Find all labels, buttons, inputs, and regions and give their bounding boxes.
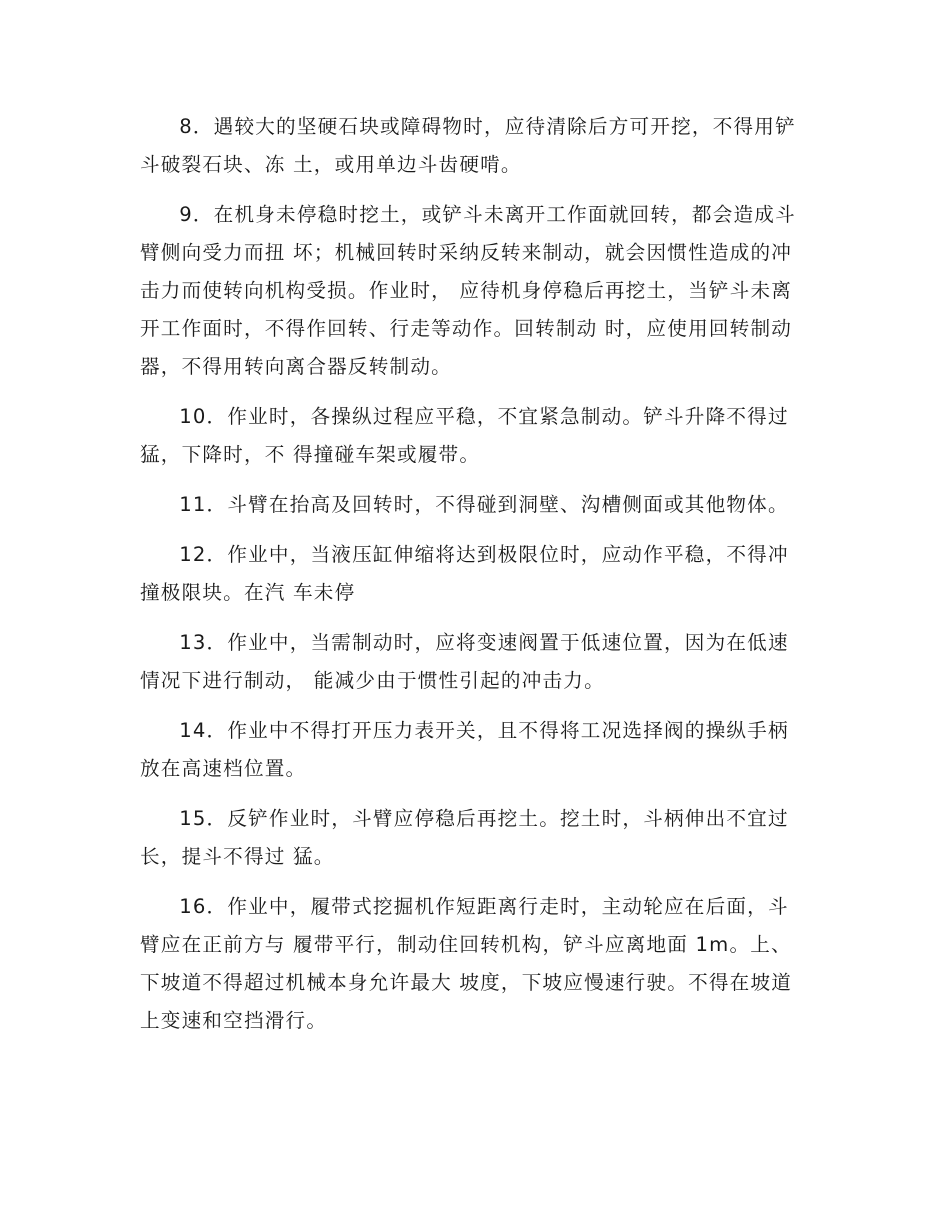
- paragraph-item-14: 14．作业中不得打开压力表开关，且不得将工况选择阀的操纵手柄放在高速档位置。: [140, 719, 789, 780]
- document-body: [140, 108, 808, 1052]
- paragraph-item-16: 16．作业中，履带式挖掘机作短距离行走时，主动轮应在后面，斗臂应在正前方与 履带平行，制动住回转机构，铲斗应离地面 1m。上、下坡道不得超过机械本身允许最大 坡度，下坡应慢速行驶。不得在坡道上变速和空挡滑行。: [140, 895, 793, 1032]
- paragraph-item-9: 9．在机身未停稳时挖土，或铲斗未离开工作面就回转，都会造成斗臂侧向受力而扭 坏；机械回转时采纳反转来制动，就会因惯性造成的冲击力而使转向机构受损。作业时， 应待机身停稳后再挖土，当铲斗未离开工作面时，不得作回转、行走等动作。回转制动 时，应使用回转制动器，不得用转向离合器反转制动。: [140, 203, 796, 378]
- paragraph-item-10: 10．作业时，各操纵过程应平稳，不宜紧急制动。铲斗升降不得过猛，下降时，不 得撞碰车架或履带。: [140, 405, 789, 466]
- paragraph-item-15: 15．反铲作业时，斗臂应停稳后再挖土。挖土时，斗柄伸出不宜过长，提斗不得过 猛。: [140, 807, 789, 868]
- paragraph-item-12: 12．作业中，当液压缸伸缩将达到极限位时，应动作平稳，不得冲撞极限块。在汽 车未停: [140, 543, 789, 604]
- paragraph-item-8: 8．遇较大的坚硬石块或障碍物时，应待清除后方可开挖，不得用铲斗破裂石块、冻 土，或用单边斗齿硬啃。: [140, 115, 796, 176]
- paragraph-item-13: 13．作业中，当需制动时，应将变速阀置于低速位置，因为在低速情况下进行制动， 能减少由于惯性引起的冲击力。: [140, 631, 789, 692]
- paragraph-item-11: 11．斗臂在抬高及回转时，不得碰到洞壁、沟槽侧面或其他物体。: [179, 493, 789, 516]
